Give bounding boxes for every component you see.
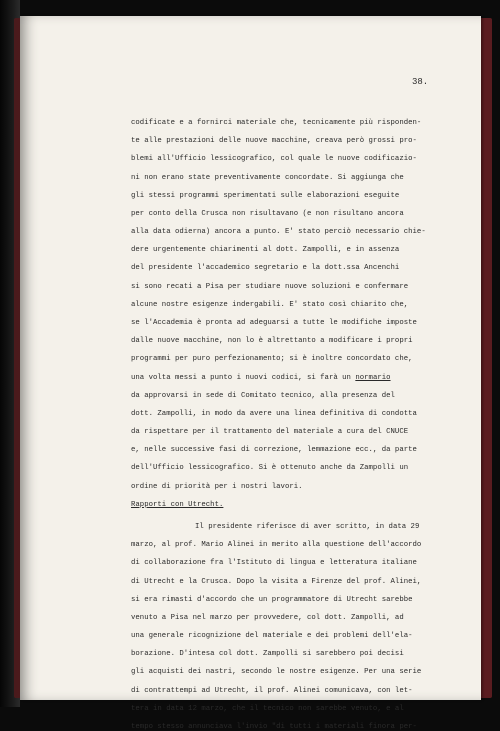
text-line: programmi per puro perfezionamento; si è inoltre concordato che, [131,355,413,364]
text-line: Il presidente riferisce di aver scritto, in data 29 [195,522,420,531]
text-line: alla data odierna) ancora a punto. E' stato perciò necessario chie- [131,228,426,237]
document-page [20,16,481,731]
text-line: di collaborazione fra l'Istituto di lingua e letteratura italiane [131,559,417,568]
text-line: dalle nuove macchine, non lo è altrettanto a modificare i propri [131,337,413,346]
text-line: gli acquisti dei nastri, secondo le nostre esigenze. Per una serie [131,668,422,677]
text-line: dott. Zampolli, in modo da avere una linea definitiva di condotta [131,409,417,418]
text-line: per conto della Crusca non risultavano (e non risultano ancora [131,209,404,218]
text-line: codificate e a fornirci materiale che, tecnicamente più risponden- [131,119,422,127]
page-number: 38. [412,77,429,87]
text-line: blemi all'Ufficio lessicografico, col quale le nuove codificazio- [131,155,417,164]
text-line: ni non erano state preventivamente concordate. Si aggiunga che [131,173,404,182]
section-heading: Rapporti con Utrecht. [131,500,224,509]
text-line: alcune nostre esigenze indergabili. E' stato così chiarito che, [131,300,409,309]
text-line: dere urgentemente chiarimenti al dott. Zampolli, e in assenza [131,246,400,255]
text-line: del presidente l'accademico segretario e la dott.ssa Ancenchi [131,264,400,273]
text-line: tera in data 12 marzo, che il tecnico non sarebbe venuto, e al [131,704,404,713]
text-line: gli stessi programmi sperimentati sulle elaborazioni eseguite [131,191,400,200]
text-line: si sono recati a Pisa per studiare nuove soluzioni e confermare [131,282,409,291]
text-line: una volta messi a punto i nuovi codici, si farà un normario [131,373,391,382]
text-line: venuto a Pisa nel marzo per provvedere, col dott. Zampolli, ad [131,613,404,622]
text-line: da rispettare per il trattamento del materiale a cura del CNUCE [131,428,409,437]
text-line: e, nelle successive fasi di correzione, lemmazione ecc., da parte [131,446,417,455]
text-line: da approvarsi in sede di Comitato tecnico, alla presenza del [131,391,395,400]
text-line: se l'Accademia è pronta ad adeguarsi a tutte le modifiche imposte [131,318,417,327]
text-line: una generale ricognizione del materiale e dei problemi dell'ela- [131,632,413,641]
text-line: dell'Ufficio lessicografico. Si è ottenuto anche da Zampolli un [131,464,409,473]
text-line: borazione. D'intesa col dott. Zampolli si sarebbero poi decisi [131,650,404,659]
text-line: di contrattempi ad Utrecht, il prof. Alinei comunicava, con let- [131,686,413,695]
text-line: ordine di priorità per i nostri lavori. [131,482,303,491]
text-line: marzo, al prof. Mario Alinei in merito alla questione dell'accordo [131,541,422,550]
text-line: te alle prestazioni delle nuove macchine, creava però grossi pro- [131,137,417,146]
text-line: tempo stesso annunciava l'invio "di tutti i materiali finora per- [131,722,417,731]
text-line: di Utrecht e la Crusca. Dopo la visita a Firenze del prof. Alinei, [131,577,422,586]
text-line: si era rimasti d'accordo che un programmatore di Utrecht sarebbe [131,595,413,604]
underlined-word: normario [355,373,391,382]
